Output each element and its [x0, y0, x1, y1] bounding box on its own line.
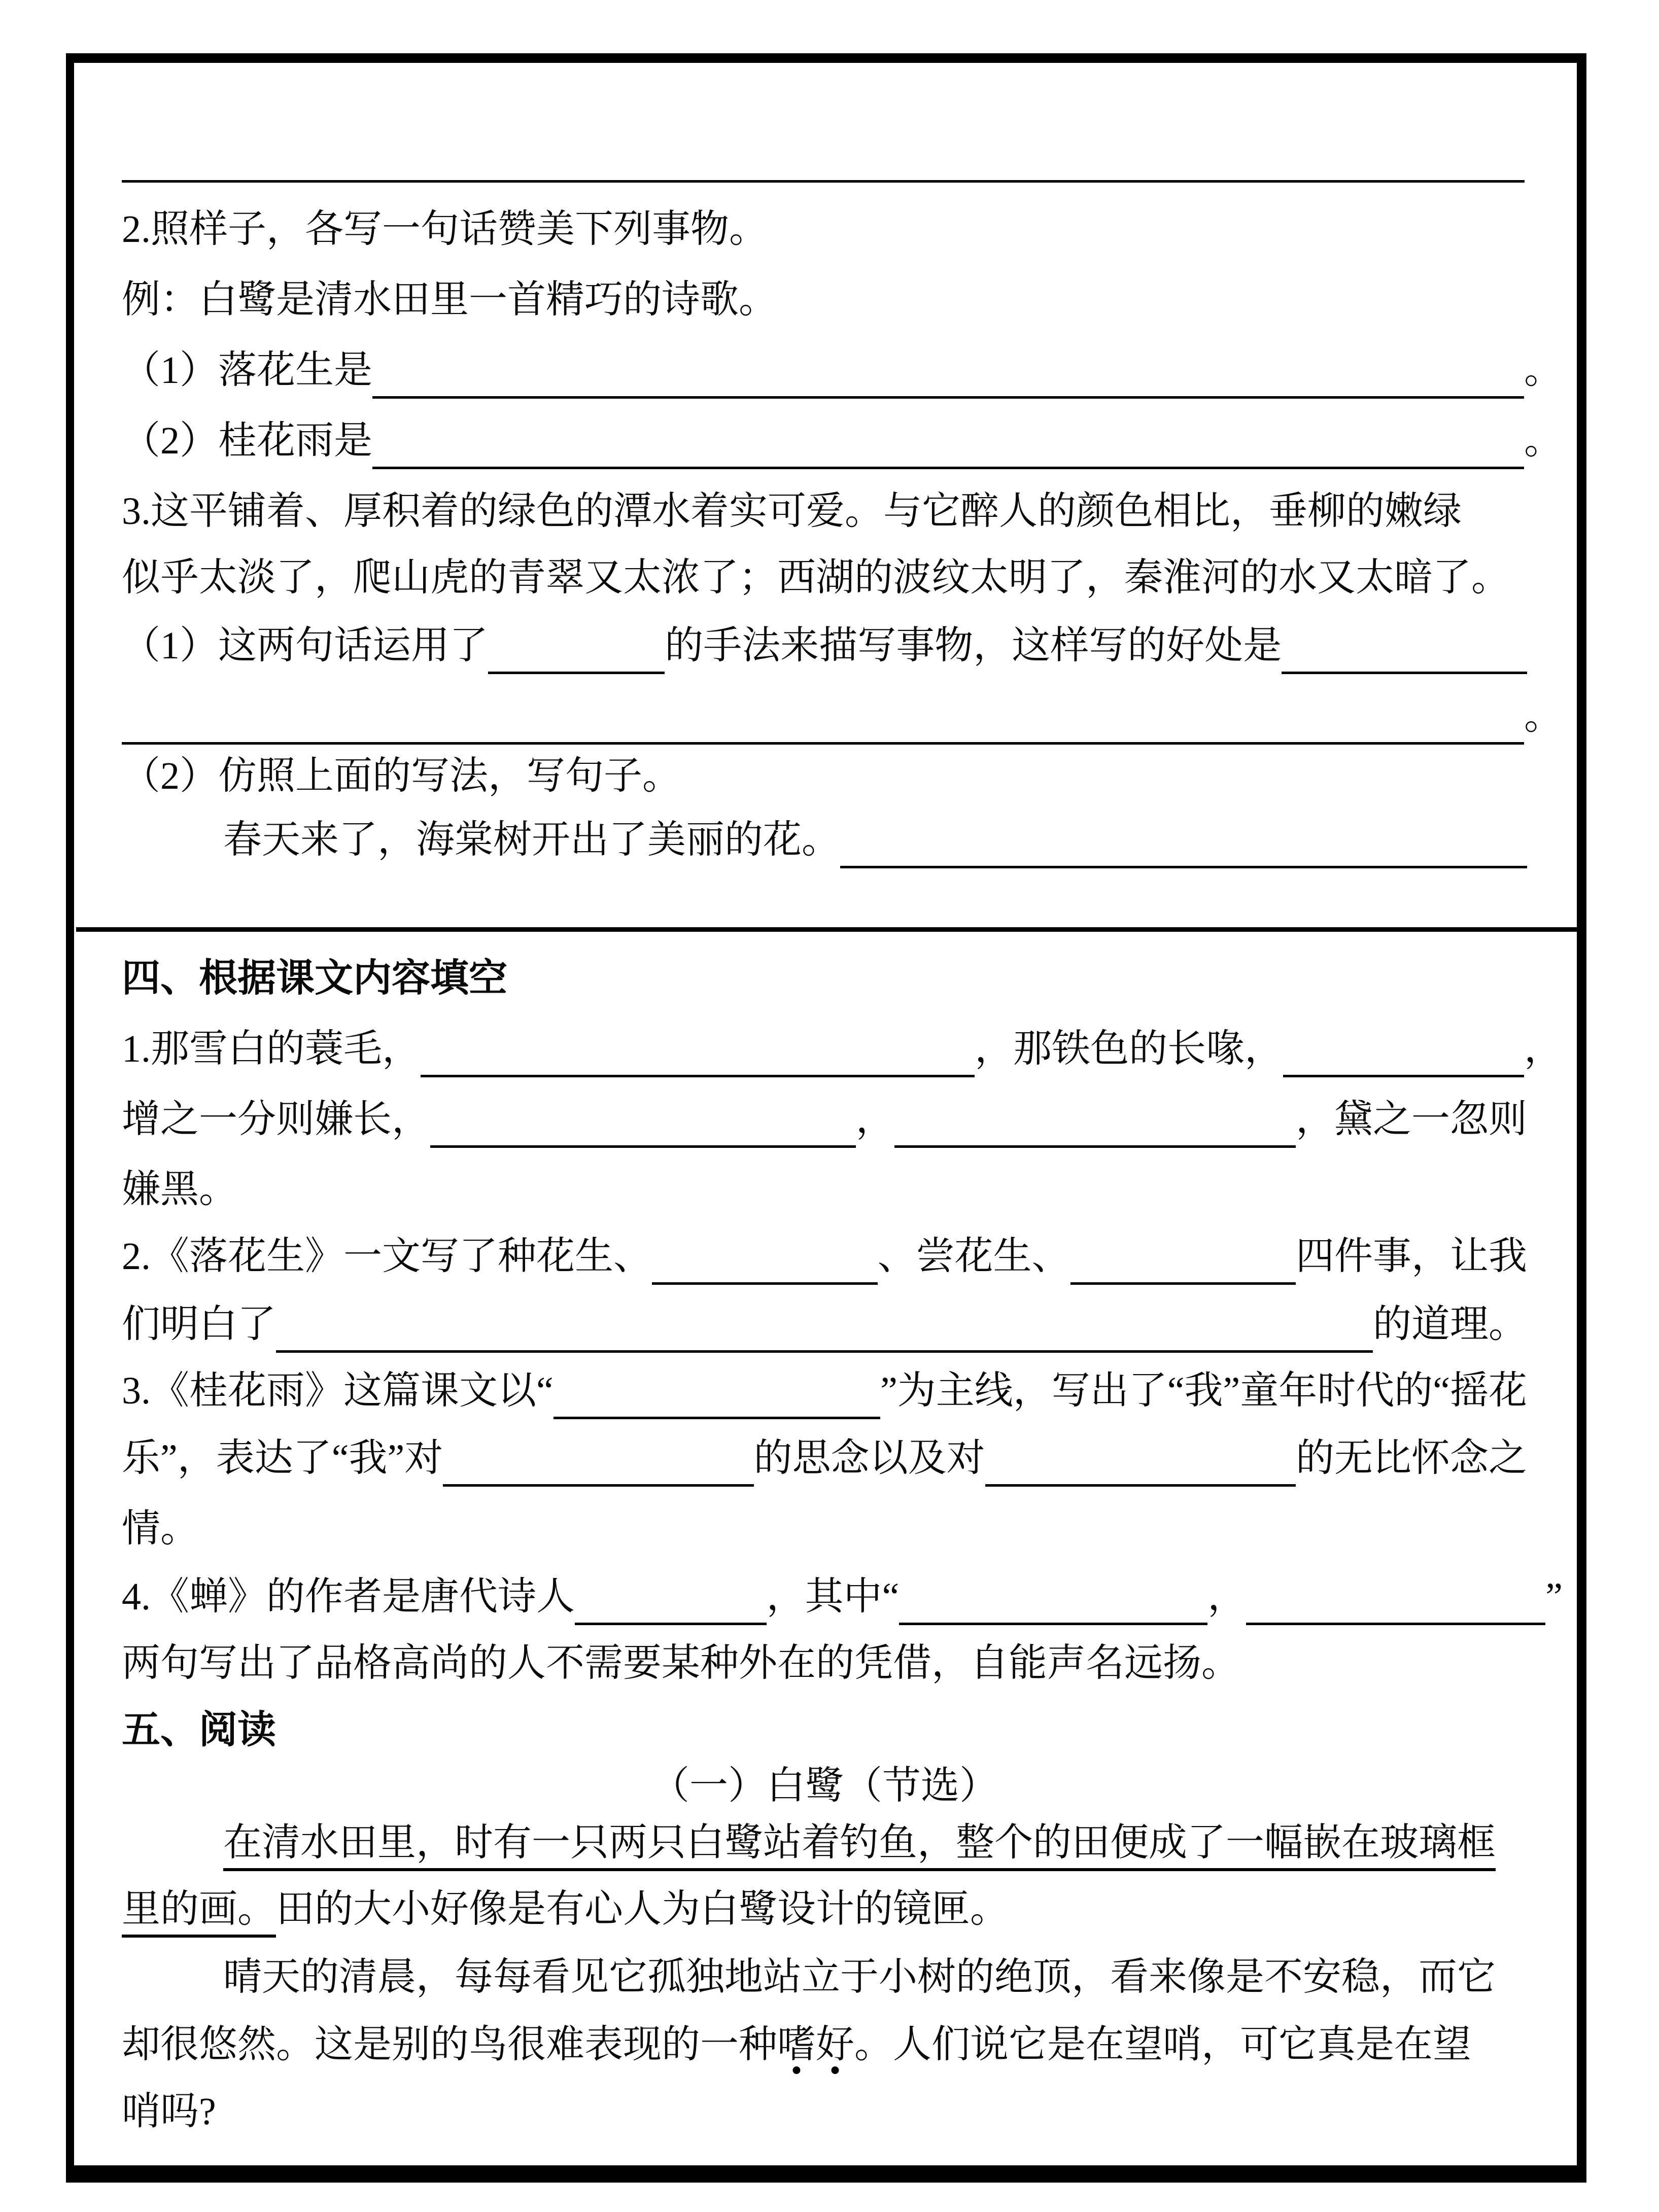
emphasized-char: 嗜: [777, 2016, 816, 2073]
q2-item1-period: 。: [1524, 349, 1563, 392]
q2-item1-label: （1）落花生是: [122, 349, 372, 392]
q3-sub1-part1: （1）这两句话运用了: [122, 624, 488, 667]
answer-blank: [122, 688, 1524, 745]
q4-i3-part2: ”为主线，写出了“我”童年时代的“摇花: [880, 1370, 1527, 1412]
q4-item2-line1: [122, 1228, 1527, 1285]
q4-i1-part7: 嫌黑。: [122, 1168, 237, 1211]
answer-blank: [652, 1228, 878, 1285]
q3-sub-question-2: [122, 748, 1527, 804]
q3-cont-period: 。: [1524, 695, 1563, 738]
q3-line1-text: 3.这平铺着、厚积着的绿色的潭水着实可爱。与它醉人的颜色相比，垂柳的嫩绿: [122, 490, 1462, 533]
q4-i4-part2: ，其中“: [766, 1575, 900, 1618]
q4-i3-part5: 的无比怀念之: [1296, 1437, 1528, 1480]
passage-text: 晴天的清晨，每每看见它孤独地站立于小树的绝顶，看来像是不安稳，而它: [223, 1956, 1496, 1998]
passage-para2-line2: [122, 2016, 1527, 2073]
q3-sub2-sentence-row: [122, 812, 1527, 868]
answer-blank: [1246, 1568, 1545, 1625]
q4-i4-part3: ，: [1207, 1575, 1247, 1618]
q3-sub-question-1: [122, 617, 1527, 674]
q4-i3-part1: 3.《桂花雨》这篇课文以“: [122, 1370, 554, 1412]
passage-para2-line3: [122, 2083, 1527, 2140]
passage-title-text: （一）白鹭（节选）: [651, 1765, 998, 1807]
q2-prompt-text: 2.照样子，各写一句话赞美下列事物。: [122, 208, 768, 251]
q4-i4-part4: ”: [1545, 1575, 1563, 1618]
passage-para2-line1: [122, 1949, 1527, 2006]
q4-i1-part2: ，那铁色的长喙，: [975, 1028, 1284, 1070]
answer-blank: [554, 1362, 880, 1419]
q4-i1-part1: 1.那雪白的蓑毛，: [122, 1028, 421, 1070]
answer-blank: [1282, 617, 1527, 674]
q4-item3-line2: [122, 1430, 1527, 1487]
q3-passage-line-1: [122, 483, 1527, 540]
section-5-heading: [122, 1702, 1527, 1759]
q4-i2-part1: 2.《落花生》一文写了种花生、: [122, 1235, 652, 1278]
answer-blank: [276, 1296, 1373, 1353]
answer-blank: [430, 1091, 856, 1148]
q4-i2-part4: 们明白了: [122, 1303, 276, 1346]
q4-i3-part3: 乐”，表达了“我”对: [122, 1437, 443, 1480]
paragraph-indent: [122, 812, 223, 868]
q4-item1-line3: [122, 1161, 1527, 1218]
q2-example: [122, 271, 1527, 328]
q2-item2-period: 。: [1524, 419, 1563, 462]
q4-i4-part5: 两句写出了品格高尚的人不需要某种外在的凭借，自能声名远扬。: [122, 1642, 1240, 1684]
answer-blank: [894, 1091, 1296, 1148]
passage-para1-line2: [122, 1881, 1527, 1938]
answer-blank: [899, 1568, 1207, 1625]
answer-blank: [443, 1430, 753, 1487]
section-4-heading: [122, 950, 1527, 1007]
q4-item3-line1: [122, 1362, 1527, 1419]
answer-blank: [575, 1568, 767, 1625]
q4-i4-part1: 4.《蝉》的作者是唐代诗人: [122, 1575, 575, 1618]
q2-item2-label: （2）桂花雨是: [122, 419, 372, 462]
q3-sub1-continuation-line: [122, 688, 1563, 745]
q4-item4-line2: [122, 1635, 1527, 1692]
q2-example-text: 例：白鹭是清水田里一首精巧的诗歌。: [122, 278, 777, 321]
answer-blank: [372, 342, 1524, 399]
q4-i1-part4: 增之一分则嫌长，: [122, 1098, 430, 1141]
q2-item-2: [122, 412, 1563, 469]
passage-text: 却很悠然。这是别的鸟很难表现的一种: [122, 2023, 777, 2066]
answer-blank: [1070, 1228, 1296, 1285]
q4-item1-line2: [122, 1091, 1527, 1148]
answer-blank: [1283, 1021, 1524, 1077]
q4-i3-part6: 情。: [122, 1507, 199, 1550]
passage-underlined-text: 里的画。: [122, 1881, 276, 1938]
paragraph-indent: [122, 1949, 223, 2006]
section-divider-line: [76, 927, 1577, 932]
paragraph-indent: [122, 1814, 223, 1871]
q4-item3-line3: [122, 1500, 1527, 1557]
passage-underlined-text: 在清水田里，时有一只两只白鹭站着钓鱼，整个的田便成了一幅嵌在玻璃框: [223, 1814, 1496, 1871]
section-4-heading-text: 四、根据课文内容填空: [122, 957, 507, 1000]
q4-i2-part2: 、尝花生、: [877, 1235, 1070, 1278]
answer-blank: [488, 617, 665, 674]
q2-prompt: [122, 201, 1527, 258]
q4-i1-part6: ，黛之一忽则: [1296, 1098, 1527, 1141]
section-5-heading-text: 五、阅读: [122, 1709, 276, 1751]
passage-text: 田的大小好像是有心人为白鹭设计的镜匣。: [276, 1888, 1009, 1930]
q4-i1-part5: ，: [855, 1098, 894, 1141]
q4-item2-line2: [122, 1296, 1527, 1353]
q3-sub2-prompt-text: （2）仿照上面的写法，写句子。: [122, 755, 681, 797]
q3-line2-text: 似乎太淡了，爬山虎的青翠又太浓了；西湖的波纹太明了，秦淮河的水又太暗了。: [122, 556, 1510, 599]
q4-i2-part3: 四件事，让我: [1296, 1235, 1527, 1278]
q3-sub1-part2: 的手法来描写事物，这样写的好处是: [665, 624, 1282, 667]
continued-answer-line: [122, 180, 1525, 183]
passage-title: [122, 1758, 1527, 1814]
passage-text: 哨吗?: [122, 2090, 216, 2133]
answer-blank: [372, 412, 1524, 469]
passage-para1-line1: [122, 1814, 1527, 1871]
q4-i1-part3: ，: [1524, 1028, 1563, 1070]
q4-i3-part4: 的思念以及对: [753, 1437, 985, 1480]
q4-i2-part5: 的道理。: [1373, 1303, 1527, 1346]
passage-text: 。人们说它是在望哨，可它真是在望: [854, 2023, 1471, 2066]
emphasized-char: 好: [816, 2016, 854, 2073]
q4-item1-line1: [122, 1021, 1563, 1077]
q2-item-1: [122, 342, 1563, 399]
answer-blank: [840, 812, 1527, 868]
q4-item4-line1: [122, 1568, 1563, 1625]
q3-sub2-sentence-text: 春天来了，海棠树开出了美丽的花。: [223, 819, 840, 861]
q3-passage-line-2: [122, 549, 1527, 606]
answer-blank: [421, 1021, 975, 1077]
answer-blank: [985, 1430, 1296, 1487]
